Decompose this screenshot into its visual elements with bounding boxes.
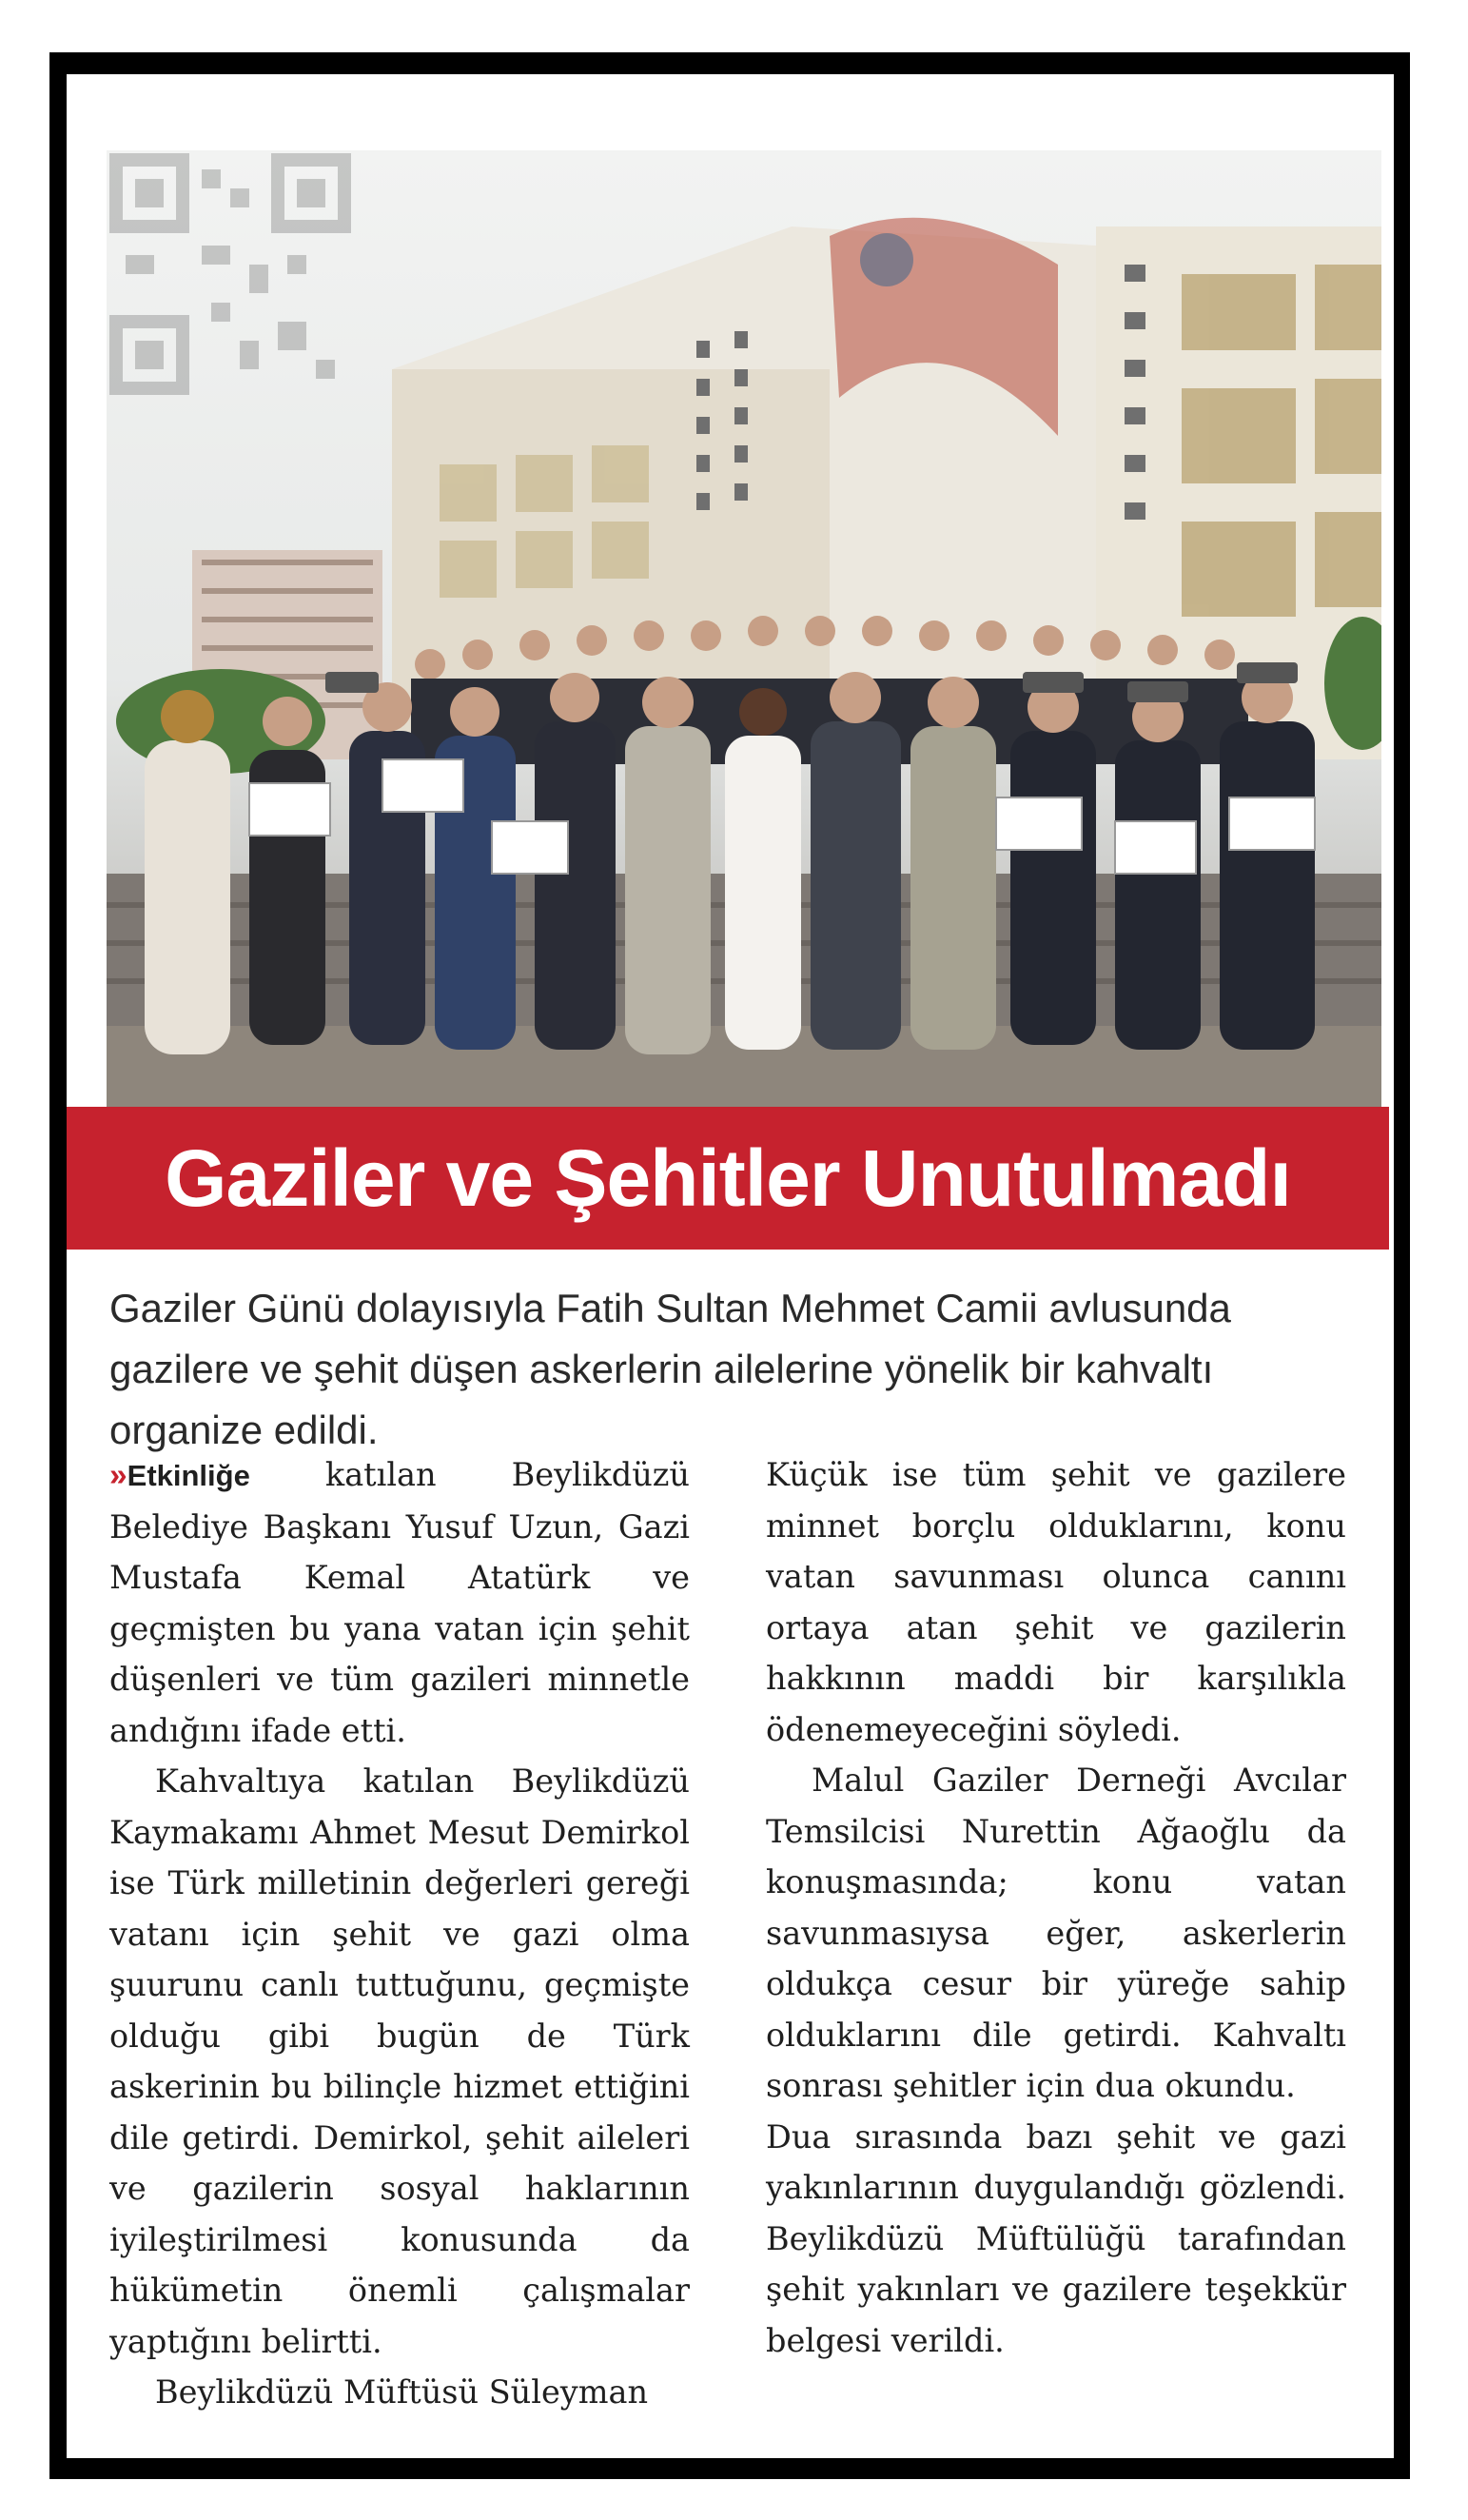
photo-scene [107, 150, 1381, 1110]
right-paragraph-2: Malul Gaziler Derneği Avcılar Temsilcisi Nurettin Ağaoğlu da konuşmasında; konu vatan savunmasıysa eğer, askerlerin oldukça cesur bir yüreğe sahip olduklarını dile getirdi. Kahvaltı sonrası şehitler için dua okundu. [766, 1762, 1346, 2104]
group-photo [107, 150, 1381, 1110]
right-paragraph-3: Dua sırasında bazı şehit ve gazi yakınlarının duygulandığı gözlendi. Beylikdüzü Müftülüğü tarafından şehit yakınları ve gazilere teşekkür belgesi verildi. [766, 2117, 1346, 2359]
left-paragraph-1 [109, 1449, 690, 1756]
right-paragraph-1: Küçük ise tüm şehit ve gazilere minnet borçlu olduklarını, konu vatan savunması olunca canını ortaya atan şehit ve gazilerin hakkının maddi bir karşılıkla ödenemeyeceğini söyledi. [766, 1456, 1346, 1748]
left-paragraph-1-text: katılan Beylikdüzü Belediye Başkanı Yusuf Uzun, Gazi Mustafa Kemal Atatürk ve geçmişten bu yana vatan için şehit düşenleri ve tüm gazileri minnetle andığını ifade etti. [109, 1456, 690, 1749]
newspaper-clipping [67, 74, 1394, 2458]
left-column [109, 1449, 690, 2418]
headline: Gaziler ve Şehitler Unutulmadı [165, 1132, 1291, 1223]
headline-bar [67, 1107, 1389, 1250]
lead-marker: » [109, 1458, 127, 1493]
lead-word: Etkinliğe [127, 1459, 250, 1492]
right-column [766, 1449, 1346, 2366]
left-paragraph-2: Kahvaltıya katılan Beylikdüzü Kaymakamı Ahmet Mesut Demirkol ise Türk milletinin değerleri gereği vatanı için şehit ve gazi olma şuurunu canlı tuttuğunu, geçmişte olduğu gibi bugün de Türk askerinin bu bilinçle hizmet ettiğini dile getirdi. Demirkol, şehit aileleri ve gazilerin sosyal haklarının iyileştirilmesi konusunda da hükümetin önemli çalışmalar yaptığını belirtti. [109, 1762, 690, 2360]
left-paragraph-3: Beylikdüzü Müftüsü Süleyman [155, 2373, 649, 2411]
subheadline: Gaziler Günü dolayısıyla Fatih Sultan Mehmet Camii avlusunda gazilere ve şehit düşen askerlerin ailelerine yönelik bir kahvaltı organize edildi. [109, 1286, 1231, 1452]
